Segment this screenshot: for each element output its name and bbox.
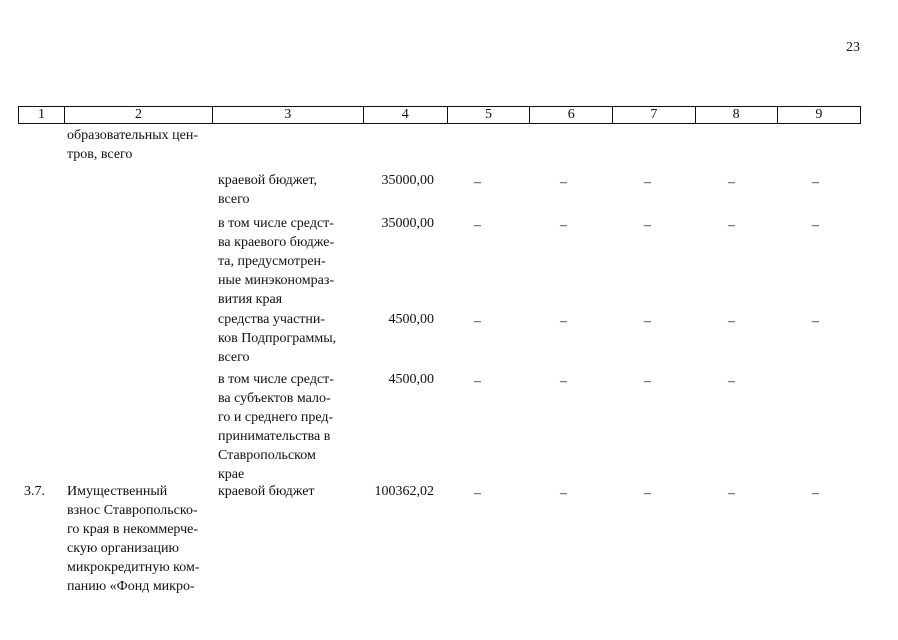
header-cell-3: 3 [213,107,364,123]
value-col-9: – [812,314,819,329]
funding-source: краевой бюджет, всего [218,173,317,207]
value-col-8: – [728,486,735,501]
header-cell-6: 6 [530,107,613,123]
value-col-5: – [474,314,481,329]
value-col-6: – [560,175,567,190]
header-cell-9: 9 [815,107,823,122]
header-cell-7: 7 [613,107,695,123]
value-col-7: – [644,218,651,233]
amount-value: 35000,00 [381,173,434,188]
value-col-6: – [560,486,567,501]
value-col-7: – [644,314,651,329]
value-col-7: – [644,486,651,501]
value-col-9: – [812,486,819,501]
value-col-8: – [728,314,735,329]
value-col-8: – [728,374,735,389]
amount-value: 100362,02 [374,484,434,499]
value-col-9: – [812,218,819,233]
header-cell-5: 5 [448,107,530,123]
header-cell-8: 8 [696,107,778,123]
funding-source: в том числе средст- ва субъектов мало- го и среднего пред- принимательства в Ставропольском крае [218,372,334,482]
value-col-7: – [644,374,651,389]
value-col-8: – [728,175,735,190]
value-col-6: – [560,314,567,329]
amount-value: 4500,00 [388,312,434,327]
header-cell-2: 2 [65,107,213,123]
value-col-9: – [812,175,819,190]
continuation-item-name: образовательных цен- тров, всего [67,128,199,162]
value-col-7: – [644,175,651,190]
table-header-row [18,106,861,124]
value-col-6: – [560,374,567,389]
amount-value: 4500,00 [388,372,434,387]
item-name: Имущественный взнос Ставропольско- го края в некоммерче- скую организацию микрокредитную ком- панию «Фонд микро- [67,484,200,594]
funding-source: средства участни- ков Подпрограммы, всего [218,312,337,365]
value-col-8: – [728,218,735,233]
value-col-6: – [560,218,567,233]
page-number: 23 [846,40,860,55]
funding-source: в том числе средст- ва краевого бюдже- та, предусмотрен- ные минэкономраз- вития края [218,216,335,307]
funding-source: краевой бюджет [218,484,315,499]
value-col-5: – [474,486,481,501]
value-col-5: – [474,374,481,389]
value-col-5: – [474,175,481,190]
amount-value: 35000,00 [381,216,434,231]
item-code: 3.7. [24,484,45,499]
header-cell-1: 1 [19,107,65,123]
header-cell-4: 4 [364,107,448,123]
value-col-5: – [474,218,481,233]
